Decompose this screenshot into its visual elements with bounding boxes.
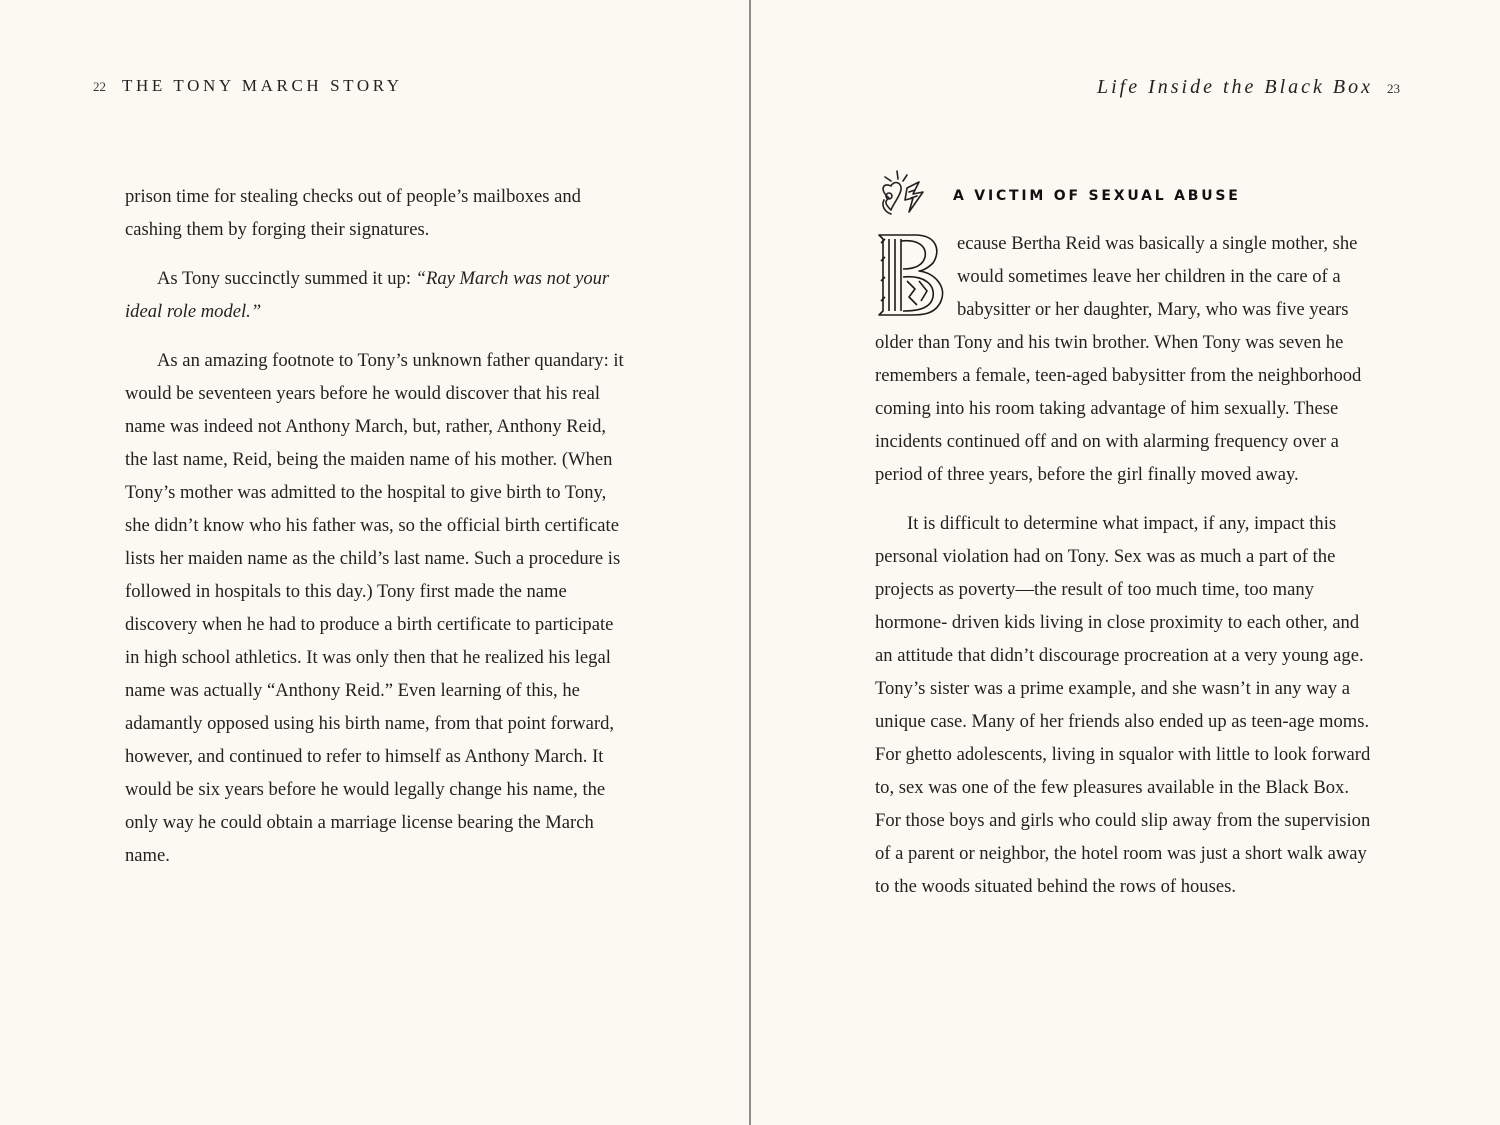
opening-paragraph-text: ecause Bertha Reid was basically a single mother, she would sometimes leave her children in the care of a babysitter or her daughter, Mary, who was five years older than Tony and his twin brother. When Tony was seven he remembers a female, teen-aged babysitter from the neighborhood coming into his room taking advantage of him sexually. These incidents continued off and on with alarming frequency over a period of three years, before the girl finally moved away.	[875, 233, 1362, 485]
section-title: A VICTIM OF SEXUAL ABUSE	[953, 188, 1241, 204]
paragraph-continued: prison time for stealing checks out of people’s mailboxes and cashing them by forging their signatures.	[125, 186, 581, 240]
drop-cap-letter	[875, 319, 876, 320]
left-page	[0, 0, 749, 1125]
left-body-text	[125, 180, 630, 888]
italic-quote: “Ray March was not your ideal role model.”	[125, 268, 610, 322]
paragraph-quote	[125, 262, 630, 328]
paragraph-impact: It is difficult to determine what impact, if any, impact this personal violation had on Tony. Sex was as much a part of the projects as poverty—the result of too much time, too many hormone- driven kids living in close proximity to each other, and an attitude that didn’t discourage procreation at a very young age. Tony’s sister was a prime example, and she wasn’t in any way a unique case. Many of her friends also ended up as teen-age moms. For ghetto adolescents, living in squalor with little to look forward to, sex was one of the few pleasures available in the Black Box. For those boys and girls who could slip away from the supervision of a parent or neighbor, the hotel room was just a short walk away to the woods situated behind the rows of houses.	[875, 513, 1371, 897]
section-heading	[871, 168, 1241, 230]
drop-cap-b	[875, 231, 953, 321]
paragraph-opening	[875, 227, 1371, 491]
paragraph-footnote-father: As an amazing footnote to Tony’s unknown father quandary: it would be seventeen years before he would discover that his real name was indeed not Anthony March, but, rather, Anthony Reid, the last name, Reid, being the maiden name of his mother. (When Tony’s mother was admitted to the hospital to give birth to Tony, she didn’t know who his father was, so the official birth certificate lists her maiden name as the child’s last name. Such a procedure is followed in hospitals to this day.) Tony first made the name discovery when he had to produce a birth certificate to participate in high school athletics. It was only then that he realized his legal name was actually “Anthony Reid.” Even learning of this, he adamantly opposed using his birth name, from that point forward, however, and continued to refer to himself as Anthony March. It would be six years before he would legally change his name, the only way he could obtain a marriage license bearing the March name.	[125, 350, 624, 866]
left-running-head	[93, 76, 403, 96]
right-body-text	[875, 227, 1371, 919]
chapter-title-header: Life Inside the Black Box	[1096, 76, 1373, 98]
right-page-number: 23	[1387, 81, 1400, 96]
book-title-header: THE TONY MARCH STORY	[122, 76, 403, 95]
left-page-number: 22	[93, 79, 106, 94]
quote-lead-in: As Tony succinctly summed it up:	[157, 268, 416, 289]
right-running-head	[1097, 76, 1400, 99]
right-page	[751, 0, 1500, 1125]
broken-heart-lightning-icon	[871, 168, 933, 230]
